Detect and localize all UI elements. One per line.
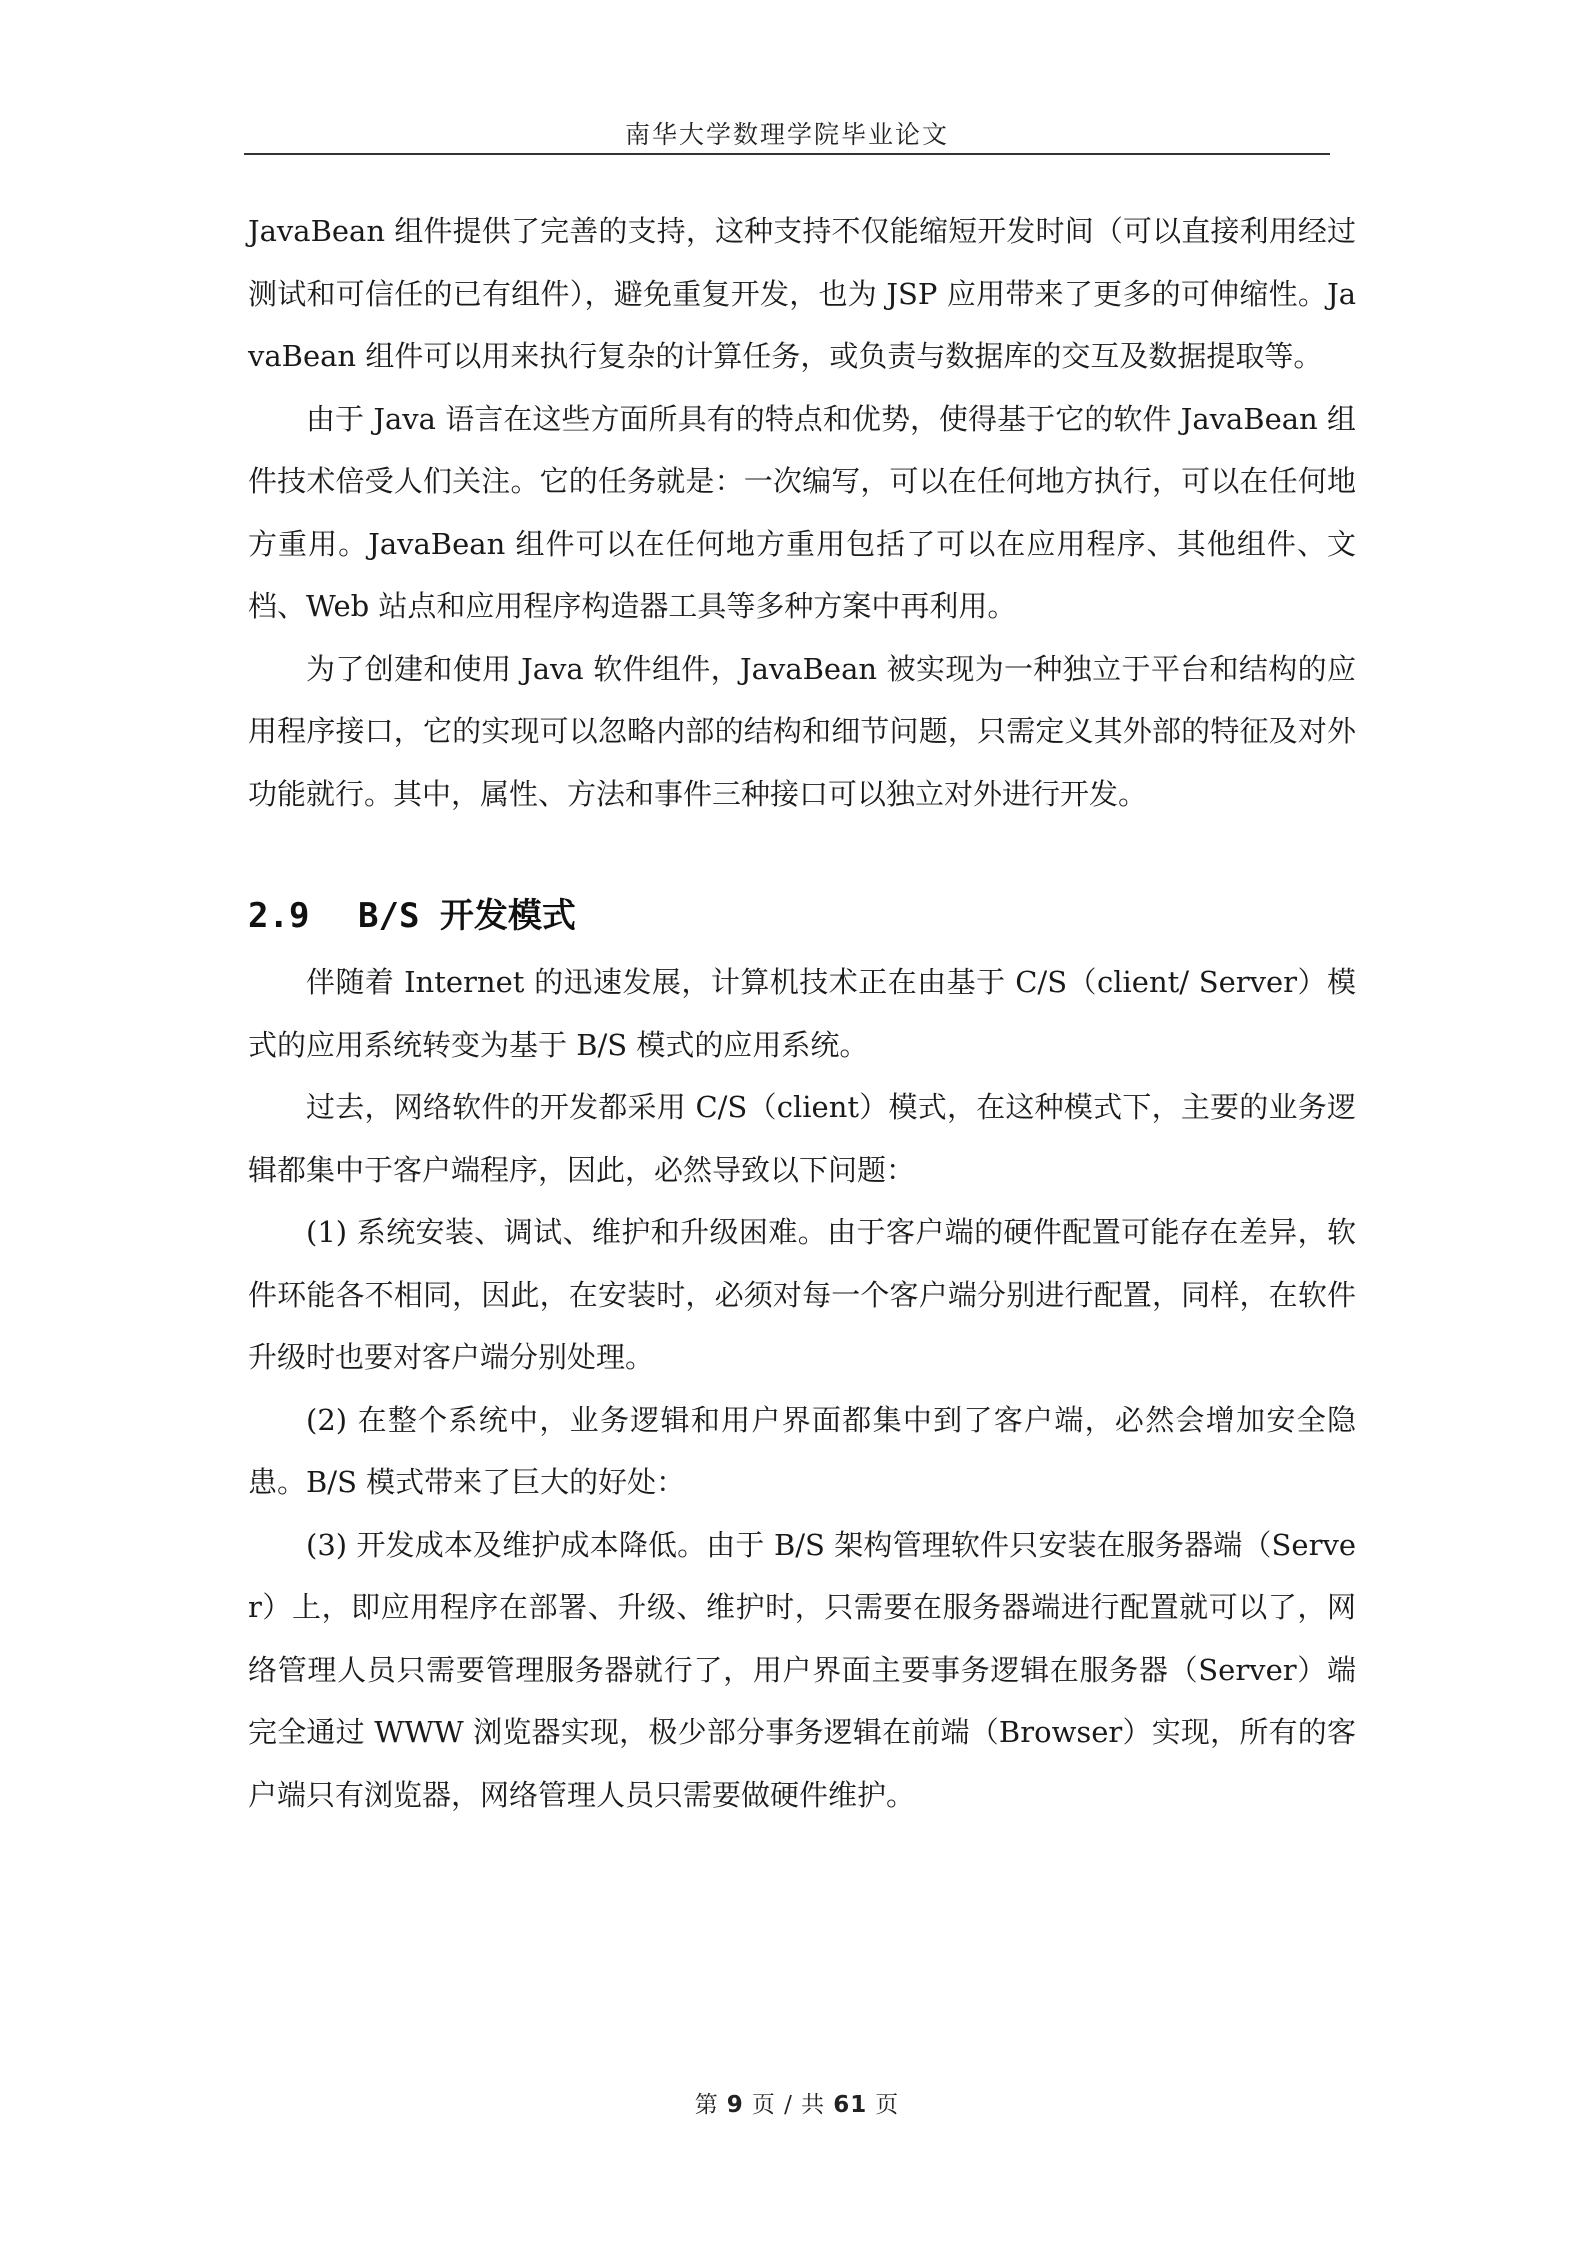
section-heading xyxy=(248,825,1356,947)
list-item-2: (2) 在整个系统中，业务逻辑和用户界面都集中到了客户端，必然会增加安全隐患。B/S 模式带来了巨大的好处： xyxy=(248,1402,1356,1499)
list-item-3: (3) 开发成本及维护成本降低。由于 B/S 架构管理软件只安装在服务器端（Server）上，即应用程序在部署、升级、维护时，只需要在服务器端进行配置就可以了，网络管理人员只需要管理服务器就行了，用户界面主要事务逻辑在服务器（Server）端完全通过 WWW 浏览器实现，极少部分事务逻辑在前端（Browser）实现，所有的客户端只有浏览器，网络管理人员只需要做硬件维护。 xyxy=(248,1527,1356,1812)
footer-middle: 页 / 共 xyxy=(751,2092,826,2118)
page-footer xyxy=(0,2086,1594,2119)
list-item-1: (1) 系统安装、调试、维护和升级困难。由于客户端的硬件配置可能存在差异，软件环能各不相同，因此，在安装时，必须对每一个客户端分别进行配置，同样，在软件升级时也要对客户端分别处理。 xyxy=(248,1215,1356,1374)
body-paragraph: 由于 Java 语言在这些方面所具有的特点和优势，使得基于它的软件 JavaBean 组件技术倍受人们关注。它的任务就是：一次编写，可以在任何地方执行，可以在任何地方重用。JavaBean 组件可以在任何地方重用包括了可以在应用程序、其他组件、文档、Web 站点和应用程序构造器工具等多种方案中再利用。 xyxy=(248,401,1356,623)
section-title: B/S 开发模式 xyxy=(358,896,576,936)
footer-suffix: 页 xyxy=(875,2092,900,2118)
page-header: 南华大学数理学院毕业论文 xyxy=(624,120,949,149)
body-paragraph: 伴随着 Internet 的迅速发展，计算机技术正在由基于 C/S（client/ Server）模式的应用系统转变为基于 B/S 模式的应用系统。 xyxy=(248,965,1356,1062)
document-body xyxy=(248,200,1356,1826)
body-paragraph: 过去，网络软件的开发都采用 C/S（client）模式，在这种模式下，主要的业务逻辑都集中于客户端程序，因此，必然导致以下问题： xyxy=(248,1090,1356,1187)
body-paragraph: JavaBean 组件提供了完善的支持，这种支持不仅能缩短开发时间（可以直接利用经过测试和可信任的已有组件），避免重复开发，也为 JSP 应用带来了更多的可伸缩性。JavaBean 组件可以用来执行复杂的计算任务，或负责与数据库的交互及数据提取等。 xyxy=(248,214,1356,373)
section-number: 2.9 xyxy=(248,896,310,936)
footer-total-pages: 61 xyxy=(833,2092,868,2118)
body-paragraph: 为了创建和使用 Java 软件组件，JavaBean 被实现为一种独立于平台和结构的应用程序接口，它的实现可以忽略内部的结构和细节问题，只需定义其外部的特征及对外功能就行。其中，属性、方法和事件三种接口可以独立对外进行开发。 xyxy=(248,651,1356,811)
footer-page-number: 9 xyxy=(726,2092,744,2118)
footer-prefix: 第 xyxy=(694,2092,719,2118)
header-rule xyxy=(244,153,1330,155)
